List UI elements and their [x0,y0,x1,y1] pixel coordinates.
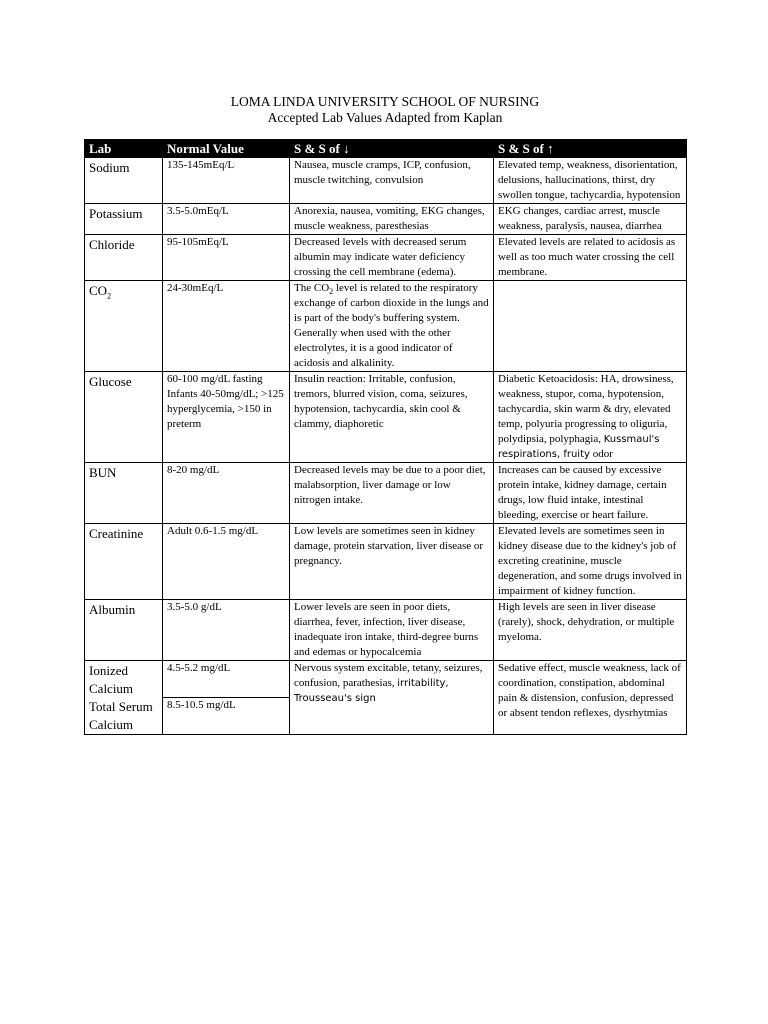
high-signs [494,281,687,372]
column-header-normal-value: Normal Value [163,140,290,158]
low-signs-post: level is related to the respiratory exchange of carbon dioxide in the lungs and is part of the body's buffering system. Generally when used with the other electrolytes, it is a good indicator of acidosis and alkalinity. [294,282,489,369]
table-row [85,372,687,463]
high-signs: Elevated temp, weakness, disorientation, delusions, hallucinations, thirst, dry swollen tongue, tachycardia, hypotension [494,158,687,204]
normal-value: 24-30mEq/L [163,281,290,372]
lab-name: Creatinine [85,524,163,600]
lab-name: Glucose [85,372,163,463]
high-signs: High levels are seen in liver disease (rarely), shock, dehydration, or multiple myeloma. [494,600,687,661]
high-signs: Elevated levels are related to acidosis as well as too much water crossing the cell membrane. [494,235,687,281]
lab-name: BUN [85,463,163,524]
normal-value: Adult 0.6-1.5 mg/dL [163,524,290,600]
normal-value: 3.5-5.0 g/dL [163,600,290,661]
high-signs: Elevated levels are sometimes seen in kidney disease due to the kidney's job of excreting creatinine, muscle degeneration, and some drugs involved in impairment of kidney function. [494,524,687,600]
normal-value: 95-105mEq/L [163,235,290,281]
high-signs: EKG changes, cardiac arrest, muscle weakness, paralysis, nausea, diarrhea [494,204,687,235]
lab-values-table [84,139,687,735]
column-header-lab: Lab [85,140,163,158]
low-signs: Decreased levels may be due to a poor diet, malabsorption, liver damage or low nitrogen intake. [290,463,494,524]
low-signs: Nausea, muscle cramps, ICP, confusion, muscle twitching, convulsion [290,158,494,204]
column-header-high-signs: S & S of ↑ [494,140,687,158]
low-signs: Decreased levels with decreased serum albumin may indicate water deficiency crossing the cell membrane (edema). [290,235,494,281]
normal-value-total: 8.5-10.5 mg/dL [167,699,236,711]
low-signs: Anorexia, nausea, vomiting, EKG changes, muscle weakness, paresthesias [290,204,494,235]
column-header-low-signs: S & S of ↓ [290,140,494,158]
table-row [85,281,687,372]
lab-name-subscript: 2 [107,291,112,301]
low-signs-pre: The CO [294,282,330,294]
low-signs-main: Nervous system excitable, tetany, seizures, confusion, parathesias, [294,662,483,689]
low-signs: Low levels are sometimes seen in kidney damage, protein starvation, liver disease or pregnancy. [290,524,494,600]
low-signs [290,281,494,372]
lab-name-ionized: Ionized Calcium [89,663,134,696]
low-signs-script: irritability, Trousseau's sign [294,678,449,704]
table-row [85,463,687,524]
table-row [85,600,687,661]
lab-name: Sodium [85,158,163,204]
normal-value [163,661,290,735]
high-signs-main: Diabetic Ketoacidosis: HA, drowsiness, weakness, stupor, coma, hypotension, tachycardia, skin warm & dry, elevated temp, polyuria progressing to oliguria, polydipsia, polyphagia, [498,373,674,445]
table-row [85,204,687,235]
high-signs: Sedative effect, muscle weakness, lack of coordination, constipation, abdominal pain & distension, confusion, depressed or absent tendon reflexes, dysrhytmias [494,661,687,735]
lab-name [85,661,163,735]
high-signs [494,372,687,463]
low-signs [290,661,494,735]
lab-name-total: Total Serum Calcium [89,699,153,732]
table-row [85,235,687,281]
low-signs-subscript: 2 [329,287,334,297]
table-row [85,661,687,735]
normal-value-ionized: 4.5-5.2 mg/dL [163,661,289,698]
document-title: LOMA LINDA UNIVERSITY SCHOOL OF NURSING [230,94,540,109]
lab-name: Albumin [85,600,163,661]
document-subtitle: Accepted Lab Values Adapted from Kaplan [267,110,503,125]
table-row [85,524,687,600]
normal-value: 135-145mEq/L [163,158,290,204]
high-signs: Increases can be caused by excessive protein intake, kidney damage, certain drugs, low fluid intake, intestinal bleeding, exercise or heart failure. [494,463,687,524]
lab-name [85,281,163,372]
table-row [85,158,687,204]
low-signs: Insulin reaction: Irritable, confusion, tremors, blurred vision, coma, seizures, hypotension, tachycardia, skin cool & clammy, diaphoretic [290,372,494,463]
normal-value: 8-20 mg/dL [163,463,290,524]
table-header-row [85,140,687,158]
page-header [84,94,686,126]
lab-name-main: CO [89,283,108,298]
lab-name: Chloride [85,235,163,281]
high-signs-tail: odor [592,448,613,460]
low-signs: Lower levels are seen in poor diets, diarrhea, fever, infection, liver disease, inadequate iron intake, third-degree burns and edemas or hypocalcemia [290,600,494,661]
high-signs-script: Kussmaul's respirations, fruity [498,434,660,460]
normal-value: 60-100 mg/dL fasting Infants 40-50mg/dL; >125 hyperglycemia, >150 in preterm [163,372,290,463]
normal-value: 3.5-5.0mEq/L [163,204,290,235]
lab-name: Potassium [85,204,163,235]
